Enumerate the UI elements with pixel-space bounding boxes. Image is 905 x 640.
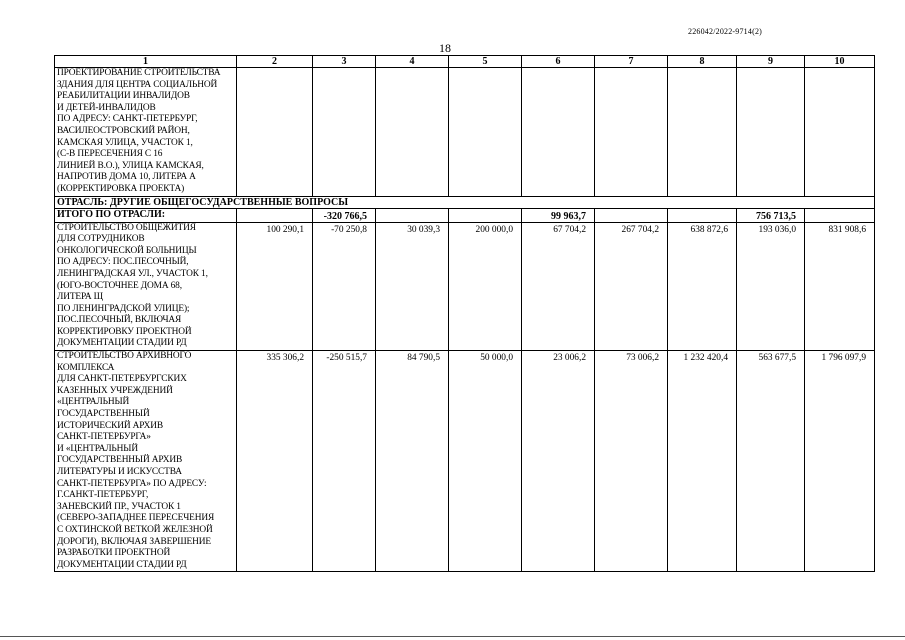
col-header: 7 xyxy=(595,56,668,68)
col-header: 3 xyxy=(313,56,376,68)
total-value xyxy=(237,208,313,222)
value-cell xyxy=(313,68,376,197)
value-cell: 73 006,2 xyxy=(595,351,668,572)
total-value xyxy=(668,208,737,222)
object-description: ПРОЕКТИРОВАНИЕ СТРОИТЕЛЬСТВА ЗДАНИЯ ДЛЯ ЦЕНТРА СОЦИАЛЬНОЙ РЕАБИЛИТАЦИИ ИНВАЛИДОВ И ДЕТЕЙ-ИНВАЛИДОВ ПО АДРЕСУ: САНКТ-ПЕТЕРБУРГ, ВАСИЛЕОСТРОВСКИЙ РАЙОН, КАМСКАЯ УЛИЦА, УЧАСТОК 1, (С-В ПЕРЕСЕЧЕНИЯ С 16 ЛИНИЕЙ В.О.), УЛИЦА КАМСКАЯ, НАПРОТИВ ДОМА 10, ЛИТЕРА А (КОРРЕКТИРОВКА ПРОЕКТА) xyxy=(55,68,237,197)
col-header: 8 xyxy=(668,56,737,68)
value-cell: 100 290,1 xyxy=(237,222,313,351)
value-cell: 193 036,0 xyxy=(737,222,805,351)
col-header: 6 xyxy=(522,56,595,68)
value-cell: 638 872,6 xyxy=(668,222,737,351)
total-value xyxy=(376,208,449,222)
value-cell xyxy=(668,68,737,197)
col-header: 2 xyxy=(237,56,313,68)
value-cell: -70 250,8 xyxy=(313,222,376,351)
col-header: 10 xyxy=(805,56,875,68)
sector-total-row xyxy=(55,208,875,222)
scan-edge-divider xyxy=(0,636,905,637)
value-cell xyxy=(449,68,522,197)
table-header-row xyxy=(55,56,875,68)
value-cell xyxy=(805,68,875,197)
value-cell: 563 677,5 xyxy=(737,351,805,572)
object-description: СТРОИТЕЛЬСТВО ОБЩЕЖИТИЯ ДЛЯ СОТРУДНИКОВ ОНКОЛОГИЧЕСКОЙ БОЛЬНИЦЫ ПО АДРЕСУ: ПОС.ПЕСОЧНЫЙ, ЛЕНИНГРАДСКАЯ УЛ., УЧАСТОК 1, (ЮГО-ВОСТОЧНЕЕ ДОМА 68, ЛИТЕРА Щ ПО ЛЕНИНГРАДСКОЙ УЛИЦЕ); ПОС.ПЕСОЧНЫЙ, ВКЛЮЧАЯ КОРРЕКТИРОВКУ ПРОЕКТНОЙ ДОКУМЕНТАЦИИ СТАДИИ РД xyxy=(55,222,237,351)
value-cell xyxy=(737,68,805,197)
value-cell xyxy=(237,68,313,197)
total-value: 756 713,5 xyxy=(737,208,805,222)
col-header: 9 xyxy=(737,56,805,68)
object-description: СТРОИТЕЛЬСТВО АРХИВНОГО КОМПЛЕКСА ДЛЯ САНКТ-ПЕТЕРБУРГСКИХ КАЗЕННЫХ УЧРЕЖДЕНИЙ «ЦЕНТРАЛЬНЫЙ ГОСУДАРСТВЕННЫЙ ИСТОРИЧЕСКИЙ АРХИВ САНКТ-ПЕТЕРБУРГА» И «ЦЕНТРАЛЬНЫЙ ГОСУДАРСТВЕННЫЙ АРХИВ ЛИТЕРАТУРЫ И ИСКУССТВА САНКТ-ПЕТЕРБУРГА» ПО АДРЕСУ: Г.САНКТ-ПЕТЕРБУРГ, ЗАНЕВСКИЙ ПР., УЧАСТОК 1 (СЕВЕРО-ЗАПАДНЕЕ ПЕРЕСЕЧЕНИЯ С ОХТИНСКОЙ ВЕТКОЙ ЖЕЛЕЗНОЙ ДОРОГИ), ВКЛЮЧАЯ ЗАВЕРШЕНИЕ РАЗРАБОТКИ ПРОЕКТНОЙ ДОКУМЕНТАЦИИ СТАДИИ РД xyxy=(55,351,237,572)
value-cell xyxy=(376,68,449,197)
value-cell xyxy=(595,68,668,197)
total-value: 99 963,7 xyxy=(522,208,595,222)
col-header: 5 xyxy=(449,56,522,68)
value-cell: 30 039,3 xyxy=(376,222,449,351)
value-cell: 200 000,0 xyxy=(449,222,522,351)
total-value xyxy=(595,208,668,222)
value-cell: -250 515,7 xyxy=(313,351,376,572)
value-cell: 267 704,2 xyxy=(595,222,668,351)
value-cell: 50 000,0 xyxy=(449,351,522,572)
total-label: ИТОГО ПО ОТРАСЛИ: xyxy=(55,208,237,222)
budget-table xyxy=(54,55,875,572)
value-cell: 67 704,2 xyxy=(522,222,595,351)
document-id: 226042/2022-9714(2) xyxy=(688,27,763,36)
total-value xyxy=(449,208,522,222)
sector-heading-row xyxy=(55,196,875,208)
table-row xyxy=(55,351,875,572)
value-cell: 84 790,5 xyxy=(376,351,449,572)
col-header: 4 xyxy=(376,56,449,68)
table-row xyxy=(55,222,875,351)
page-number: 18 xyxy=(439,41,451,55)
value-cell: 1 232 420,4 xyxy=(668,351,737,572)
value-cell: 23 006,2 xyxy=(522,351,595,572)
value-cell: 335 306,2 xyxy=(237,351,313,572)
total-value xyxy=(805,208,875,222)
value-cell xyxy=(522,68,595,197)
total-value: -320 766,5 xyxy=(313,208,376,222)
table-row xyxy=(55,68,875,197)
col-header: 1 xyxy=(55,56,237,68)
value-cell: 831 908,6 xyxy=(805,222,875,351)
sector-heading: ОТРАСЛЬ: ДРУГИЕ ОБЩЕГОСУДАРСТВЕННЫЕ ВОПРОСЫ xyxy=(55,196,875,208)
value-cell: 1 796 097,9 xyxy=(805,351,875,572)
